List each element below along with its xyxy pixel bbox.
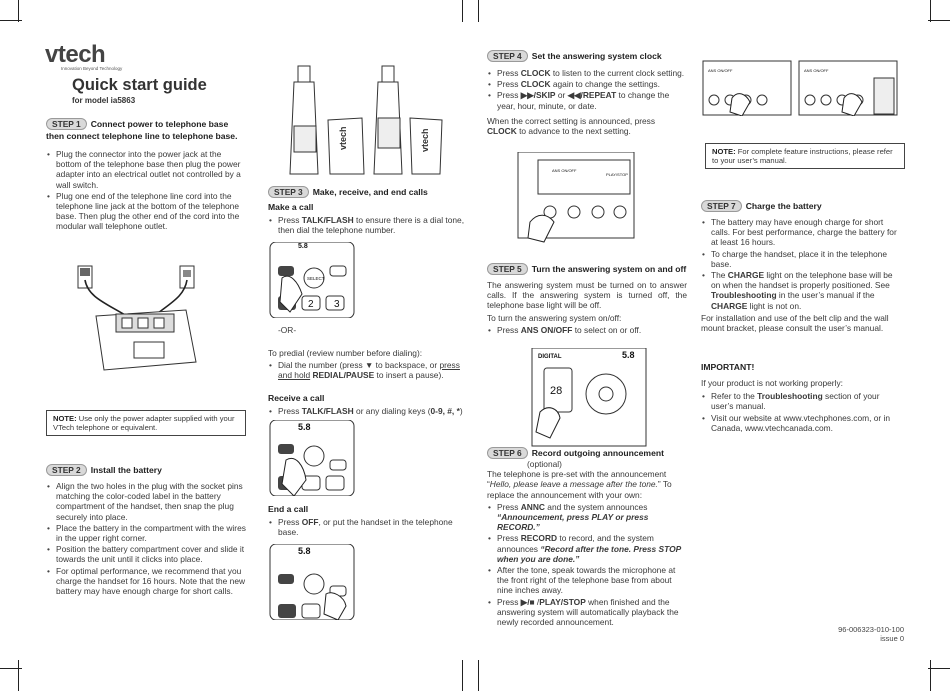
step6-badge: STEP 6 bbox=[487, 447, 528, 459]
list-item: • Press RECORD to record, and the system announces “Record after the tone. Press STOP when you are done.” bbox=[497, 533, 687, 564]
step6-heading: STEP 6 Record outgoing announcement bbox=[487, 447, 687, 459]
list-item: • Place the battery in the compartment with the wires in the upper right corner. bbox=[56, 523, 248, 543]
make-call-heading: Make a call bbox=[268, 202, 314, 212]
list-item: • Align the two holes in the plug with the socket pins matching the color-coded label in the battery compartment of the handset, then snap the plug securely into place. bbox=[56, 481, 248, 522]
model-subtitle: for model ia5863 bbox=[72, 96, 136, 105]
list-item: • Press ANS ON/OFF to select on or off. bbox=[497, 325, 687, 335]
list-item: • Refer to the Troubleshooting section of your user’s manual. bbox=[711, 391, 899, 411]
list-item: • Press CLOCK to listen to the current clock setting. bbox=[497, 68, 687, 78]
list-item: • Press CLOCK again to change the settings. bbox=[497, 79, 687, 89]
list-item: • Visit our website at www.vtechphones.com, or in Canada, www.vtechcanada.com. bbox=[711, 413, 899, 433]
step5-badge: STEP 5 bbox=[487, 263, 528, 275]
page-title: Quick start guide bbox=[72, 76, 207, 94]
step3-badge: STEP 3 bbox=[268, 186, 309, 198]
note-power-adapter: NOTE: Use only the power adapter supplied with your VTech telephone or equivalent. bbox=[46, 410, 246, 436]
crop-mark bbox=[928, 668, 950, 669]
step3-section bbox=[268, 186, 468, 236]
list-item: • Dial the number (press ▼ to backspace, or press and hold REDIAL/PAUSE to insert a pause). bbox=[278, 360, 468, 380]
step4-section bbox=[487, 50, 687, 136]
step5-heading: STEP 5 Turn the answering system on and off bbox=[487, 263, 687, 275]
vtech-logo bbox=[45, 41, 123, 71]
end-call-section bbox=[268, 504, 468, 538]
footer bbox=[800, 625, 904, 643]
step7-section bbox=[701, 200, 899, 333]
crop-mark bbox=[478, 660, 479, 691]
step1-heading: STEP 1 Connect power to telephone base bbox=[46, 118, 246, 130]
svg-text:2: 2 bbox=[308, 299, 314, 310]
predial-section bbox=[268, 348, 468, 417]
optional-label: (optional) bbox=[527, 459, 562, 469]
svg-text:5.8: 5.8 bbox=[622, 350, 635, 360]
step7-list bbox=[701, 217, 899, 311]
vtech-label: vtech bbox=[338, 126, 348, 150]
step6-paragraph: The telephone is pre-set with the announcement “Hello, please leave a message after the tone.” To replace the announcement with your own: bbox=[487, 469, 672, 500]
note-user-manual: NOTE: For complete feature instructions, please refer to your user’s manual. bbox=[705, 143, 905, 169]
logo-wordmark: vtech bbox=[45, 41, 106, 68]
svg-text:SELECT: SELECT bbox=[307, 276, 325, 281]
base-annc-illustration bbox=[702, 60, 792, 116]
issue-number: issue 0 bbox=[880, 634, 904, 643]
predial-list bbox=[268, 360, 468, 380]
step4-badge: STEP 4 bbox=[487, 50, 528, 62]
step2-section bbox=[46, 464, 248, 597]
svg-text:5.8: 5.8 bbox=[298, 546, 311, 556]
logo-tagline: Innovation Beyond Technology bbox=[61, 66, 123, 71]
crop-mark bbox=[18, 0, 19, 22]
crop-mark bbox=[462, 0, 463, 22]
crop-mark bbox=[18, 660, 19, 691]
handset-end-illustration bbox=[268, 544, 358, 620]
step4-list bbox=[487, 68, 687, 111]
important-list bbox=[701, 391, 899, 433]
list-item: • Press ANNC and the system announces “Announcement, press PLAY or press RECORD.” bbox=[497, 502, 687, 533]
step1-list bbox=[46, 149, 246, 232]
list-item: • Press TALK/FLASH or any dialing keys (0-9, #, *) bbox=[278, 406, 468, 416]
handset-keypad-illustration bbox=[268, 242, 358, 318]
list-item: • For optimal performance, we recommend that you charge the handset for 16 hours. Note that the new battery may have enough charge for short calls. bbox=[56, 566, 248, 597]
svg-text:5.8: 5.8 bbox=[298, 422, 311, 432]
step7-badge: STEP 7 bbox=[701, 200, 742, 212]
step4-paragraph: When the correct setting is announced, press CLOCK to advance to the next setting. bbox=[487, 115, 656, 137]
list-item: • Press TALK/FLASH to ensure there is a dial tone, then dial the telephone number. bbox=[278, 215, 468, 235]
receive-call-heading: Receive a call bbox=[268, 392, 325, 403]
step5-section bbox=[487, 263, 687, 336]
step1-heading-b: then connect telephone line to telephone base. bbox=[46, 131, 238, 141]
list-item: • Press ▶▶/SKIP or ◀◀/REPEAT to change the year, hour, minute, or date. bbox=[497, 90, 687, 110]
svg-text:3: 3 bbox=[334, 299, 340, 310]
crop-mark bbox=[930, 660, 931, 691]
svg-text:ANS ON/OFF: ANS ON/OFF bbox=[804, 68, 829, 73]
step1-section bbox=[46, 118, 246, 233]
list-item: • Press ▶/■ /PLAY/STOP when finished and the answering system will automatically playback the newly recorded announcement. bbox=[497, 597, 687, 628]
step6-section bbox=[487, 447, 687, 628]
svg-text:ANS ON/OFF: ANS ON/OFF bbox=[708, 68, 733, 73]
svg-text:PLAY/STOP: PLAY/STOP bbox=[606, 172, 628, 177]
crop-mark bbox=[0, 668, 22, 669]
crop-mark bbox=[0, 20, 22, 21]
list-item: • Position the battery compartment cover and slide it towards the unit until it clicks into place. bbox=[56, 544, 248, 564]
step1-badge: STEP 1 bbox=[46, 118, 87, 130]
svg-text:28: 28 bbox=[550, 385, 563, 397]
important-section bbox=[701, 362, 899, 434]
step2-list bbox=[46, 481, 248, 596]
base-connection-illustration bbox=[68, 258, 218, 376]
base-buttons-illustration bbox=[514, 152, 638, 244]
important-heading: IMPORTANT! bbox=[701, 362, 755, 372]
list-item: • Press OFF, or put the handset in the telephone base. bbox=[278, 517, 468, 537]
step4-heading: STEP 4 Set the answering system clock bbox=[487, 50, 687, 62]
step2-heading: STEP 2 Install the battery bbox=[46, 464, 248, 476]
or-separator: -OR- bbox=[278, 325, 297, 335]
crop-mark bbox=[478, 0, 479, 22]
step7-heading: STEP 7 Charge the battery bbox=[701, 200, 899, 212]
step7-paragraph: For installation and use of the belt clip and the wall mount bracket, please consult the user’s manual. bbox=[701, 312, 889, 334]
list-item: • After the tone, speak towards the microphone at the front right of the telephone base from about nine inches away. bbox=[497, 565, 687, 596]
step5-intro: To turn the answering system on/off: bbox=[487, 312, 622, 323]
document-code: 96-006323-010-100 bbox=[838, 625, 904, 634]
step6-list bbox=[487, 502, 687, 627]
list-item: • Plug the connector into the power jack at the bottom of the telephone base then plug the power adapter into an electrical outlet not controlled by a wall switch. bbox=[56, 149, 246, 190]
list-item: • The CHARGE light on the telephone base will be on when the handset is properly positioned. See Troubleshooting in the user’s manual if the CHARGE light is not on. bbox=[711, 270, 899, 311]
base-record-illustration bbox=[798, 60, 898, 116]
important-intro: If your product is not working properly: bbox=[701, 378, 843, 388]
end-call-heading: End a call bbox=[268, 504, 309, 514]
svg-text:5.8: 5.8 bbox=[298, 243, 308, 250]
crop-mark bbox=[462, 660, 463, 691]
receive-call-list bbox=[268, 406, 468, 416]
end-call-list bbox=[268, 517, 468, 537]
step5-paragraph: The answering system must be turned on to answer calls. If the answering system is turned off, the telephone base light will be off. bbox=[487, 280, 687, 311]
base-display-illustration bbox=[530, 348, 650, 448]
crop-mark bbox=[928, 20, 950, 21]
list-item: • The battery may have enough charge for short calls. For best performance, charge the battery for at least 16 hours. bbox=[711, 217, 899, 248]
crop-mark bbox=[930, 0, 931, 22]
list-item: • Plug one end of the telephone line cord into the telephone line jack at the bottom of the telephone base. Then plug the other end of the cord into the modular wall telephone outlet. bbox=[56, 191, 246, 232]
svg-text:ANS ON/OFF: ANS ON/OFF bbox=[552, 168, 577, 173]
predial-intro: To predial (review number before dialing): bbox=[268, 348, 423, 358]
svg-text:vtech: vtech bbox=[420, 128, 430, 152]
step5-list bbox=[487, 325, 687, 335]
step2-badge: STEP 2 bbox=[46, 464, 87, 476]
step3-heading: STEP 3 Make, receive, and end calls bbox=[268, 186, 468, 198]
svg-text:DIGITAL: DIGITAL bbox=[538, 354, 562, 360]
list-item: • To charge the handset, place it in the telephone base. bbox=[711, 249, 899, 269]
battery-install-illustration bbox=[270, 62, 450, 182]
make-call-list bbox=[268, 215, 468, 235]
handset-receive-illustration bbox=[268, 420, 358, 496]
